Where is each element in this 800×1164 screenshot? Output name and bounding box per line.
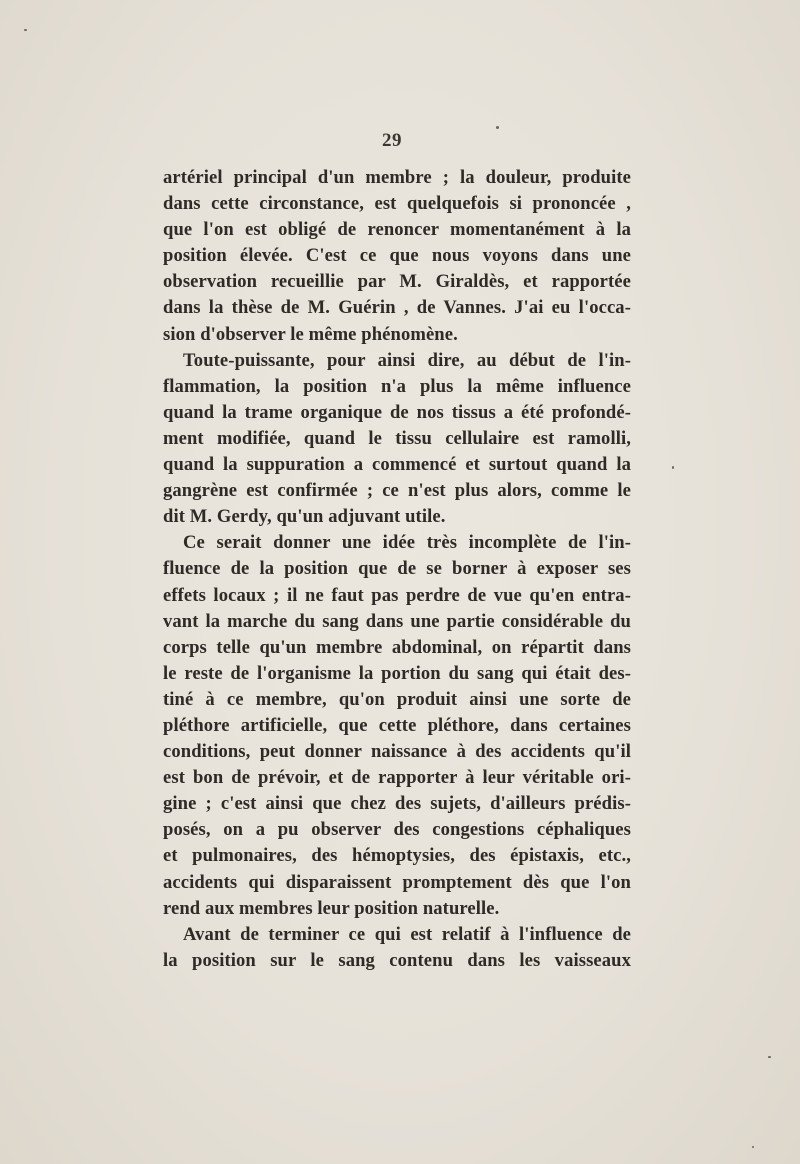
text-line: posés, on a pu observer des congestions céphaliques (163, 819, 631, 841)
text-line: dit M. Gerdy, qu'un adjuvant utile. (163, 506, 446, 528)
paper-speck (672, 466, 674, 469)
text-line: vant la marche du sang dans une partie considérable du (163, 610, 631, 632)
text-line: position élevée. C'est ce que nous voyons dans une (163, 245, 631, 267)
body-text (163, 165, 631, 974)
text-line: fluence de la position que de se borner à exposer ses (163, 558, 631, 580)
text-line: que l'on est obligé de renoncer momentanément à la (163, 219, 631, 241)
text-line: flammation, la position n'a plus la même influence (163, 375, 631, 397)
text-line: et pulmonaires, des hémoptysies, des épistaxis, etc., (163, 845, 631, 867)
text-line: dans la thèse de M. Guérin , de Vannes. J'ai eu l'occa- (163, 297, 631, 319)
text-line: est bon de prévoir, et de rapporter à leur véritable ori- (163, 767, 631, 789)
page-number: 29 (382, 130, 402, 151)
paragraph-2 (163, 348, 631, 531)
paper-speck (24, 29, 27, 31)
paragraph-4 (163, 922, 631, 974)
paper-speck (752, 1146, 754, 1148)
text-line: gine ; c'est ainsi que chez des sujets, d'ailleurs prédis- (163, 793, 631, 815)
text-line: effets locaux ; il ne faut pas perdre de vue qu'en entra- (163, 584, 631, 606)
text-line: sion d'observer le même phénomène. (163, 323, 458, 345)
text-line: quand la suppuration a commencé et surtout quand la (163, 454, 631, 476)
text-line: conditions, peut donner naissance à des accidents qu'il (163, 741, 631, 763)
text-line: Avant de terminer ce qui est relatif à l'influence de (183, 923, 631, 945)
text-line: artériel principal d'un membre ; la douleur, produite (163, 167, 631, 188)
paper-speck (768, 1056, 771, 1058)
text-line: la position sur le sang contenu dans les vaisseaux (163, 949, 631, 971)
text-line: observation recueillie par M. Giraldès, et rapportée (163, 271, 631, 293)
paper-speck (496, 126, 499, 129)
text-line: accidents qui disparaissent promptement dès que l'on (163, 871, 631, 893)
text-line: tiné à ce membre, qu'on produit ainsi une sorte de (163, 688, 631, 710)
text-line: quand la trame organique de nos tissus a été profondé- (163, 401, 631, 423)
text-line: gangrène est confirmée ; ce n'est plus alors, comme le (163, 480, 631, 502)
text-line: corps telle qu'un membre abdominal, on répartit dans (163, 636, 631, 658)
paragraph-1 (163, 165, 631, 348)
text-line: le reste de l'organisme la portion du sang qui était des- (163, 662, 631, 684)
text-line: dans cette circonstance, est quelquefois si prononcée , (163, 193, 631, 215)
text-line: Ce serait donner une idée très incomplète de l'in- (183, 532, 631, 554)
text-line: Toute-puissante, pour ainsi dire, au début de l'in- (183, 349, 631, 371)
text-line: ment modifiée, quand le tissu cellulaire est ramolli, (163, 427, 631, 449)
text-line: rend aux membres leur position naturelle. (163, 897, 500, 919)
text-line: pléthore artificielle, que cette pléthore, dans certaines (163, 714, 631, 736)
paragraph-3 (163, 530, 631, 921)
